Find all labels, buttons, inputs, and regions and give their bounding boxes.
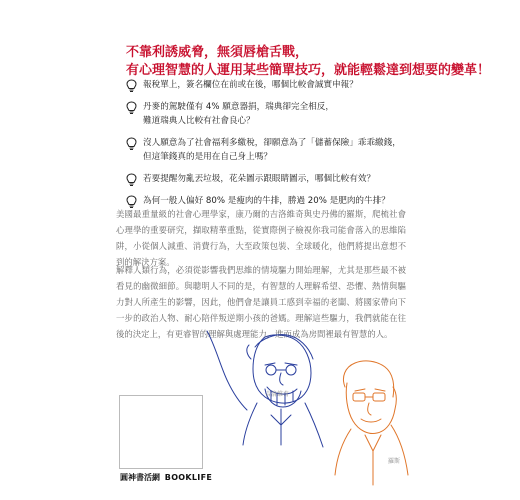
headline-line-2: 有心理智慧的人運用某些簡單技巧，就能輕鬆達到想要的變革！ — [126, 63, 491, 78]
publisher-logo: BOOKLIFE — [164, 473, 213, 482]
caption-author-right: 羅斯 — [388, 458, 401, 465]
question-item — [126, 136, 506, 164]
author-portrait-right — [335, 361, 408, 485]
question-list — [126, 78, 506, 208]
question-text: 若要提醒勿亂丟垃圾，花朵圖示跟眼睛圖示，哪個比較有效？ — [143, 174, 376, 184]
body-paragraph-1: 美國最重量級的社會心理學家，康乃爾的吉洛維奇與史丹佛的羅斯，爬梳社會心理學的重要研究，擷取精華重點，從實際例子檢視你我司能會落入的思維陷阱，小從個人減重、消費行為，大至政策包裝、全球暖化，他們將提出意想不到的解決方案。 — [116, 209, 406, 267]
headline — [126, 44, 491, 80]
question-text: 沒人願意為了社會福利多繳稅，卻願意為了「儲蓄保險」乖乖繳錢， — [143, 138, 401, 148]
question-item — [126, 172, 506, 186]
lightbulb-icon — [126, 137, 137, 151]
question-text: 報稅單上，簽名欄位在前或在後，哪個比較會誠實申報？ — [143, 80, 358, 90]
question-text: 丹麥的駕駛僅有 4% 願意器捐，瑞典卻完全相反， — [143, 102, 334, 112]
authors-illustration — [205, 325, 410, 495]
publisher-name: 圓神書活網 — [120, 473, 160, 482]
body-paragraph-2: 解釋人類行為，必須從影響我們思維的情境驅力開始理解，尤其是那些最不被看見的幽微細節。與聰明人不同的是，有智慧的人理解希望、恐懼、熱情與驅力對人所產生的影響，因此，他們會是讓員工感到幸福的老闆、將國家帶向下一步的政治人物、耐心陪伴叛逆期小孩的爸媽。理解這些驅力，我們就能在往後的決定上，有更睿智的理解與處理能力，進而成為房間裡最有智慧的人。 — [116, 265, 406, 339]
lightbulb-icon — [126, 101, 137, 115]
publisher-brand — [120, 472, 212, 483]
lightbulb-icon — [126, 79, 137, 93]
question-item — [126, 100, 506, 128]
question-text-cont: 難道瑞典人比較有社會良心？ — [143, 116, 255, 126]
barcode-placeholder-box — [119, 395, 203, 469]
headline-line-1: 不靠利誘威脅，無須唇槍舌戰， — [126, 45, 309, 60]
caption-author-left: 吉洛維奇 — [265, 391, 290, 398]
question-text: 為何一般人偏好 80% 是瘦肉的牛排，勝過 20% 是肥肉的牛排？ — [143, 196, 390, 206]
question-text-cont: 但這筆錢真的是用在自己身上嗎？ — [143, 152, 272, 162]
question-item — [126, 78, 506, 92]
lightbulb-icon — [126, 173, 137, 187]
